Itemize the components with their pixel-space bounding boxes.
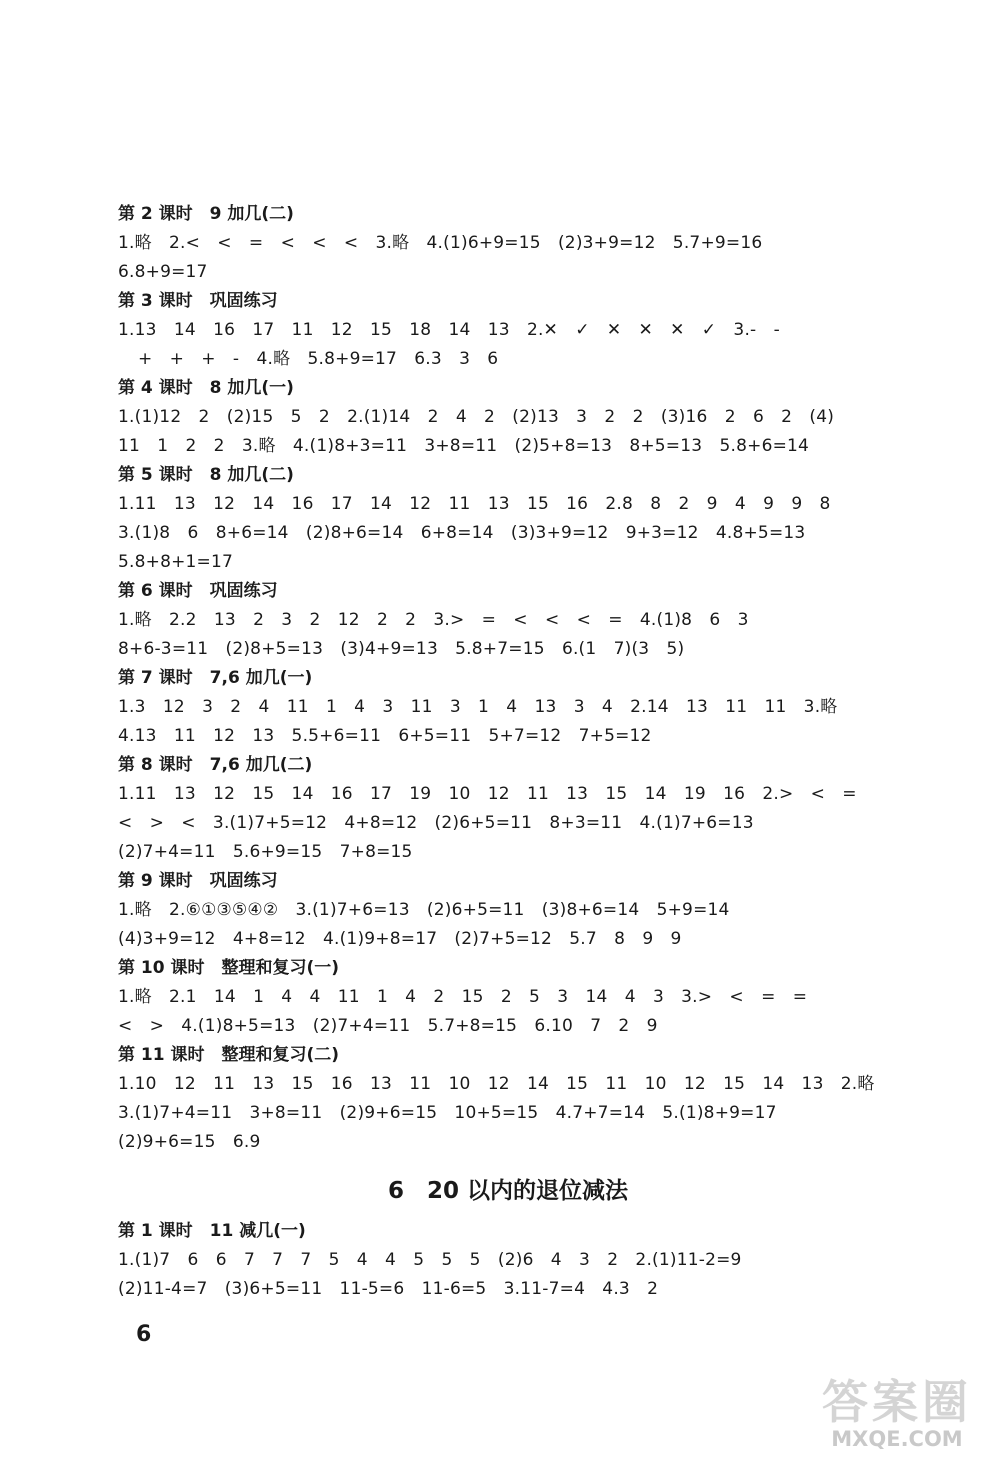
- answer-line: 6.8+9=17: [118, 262, 208, 282]
- lesson-title: 第 6 课时 巩固练习: [118, 581, 278, 601]
- watermark-logo: 答案圈: [822, 1375, 972, 1429]
- answer-line: 1.(1)12 2 (2)15 5 2 2.(1)14 2 4 2 (2)13 3 2 2 (3)16 2 6 2 (4): [118, 407, 835, 427]
- answer-line: 1.10 12 11 13 15 16 13 11 10 12 14 15 11 10 12 15 14 13 2.略: [118, 1074, 875, 1094]
- answer-line: < > < 3.(1)7+5=12 4+8=12 (2)6+5=11 8+3=11 4.(1)7+6=13: [118, 813, 754, 833]
- answer-line: 1.3 12 3 2 4 11 1 4 3 11 3 1 4 13 3 4 2.14 13 11 11 3.略: [118, 697, 838, 717]
- answer-line: (2)11-4=7 (3)6+5=11 11-5=6 11-6=5 3.11-7=4 4.3 2: [118, 1279, 659, 1299]
- answer-line: < > 4.(1)8+5=13 (2)7+4=11 5.7+8=15 6.10 7 2 9: [118, 1016, 658, 1036]
- lesson-title: 第 10 课时 整理和复习(一): [118, 958, 340, 978]
- answer-line: 1.(1)7 6 6 7 7 7 5 4 4 5 5 5 (2)6 4 3 2 2.(1)11-2=9: [118, 1250, 742, 1270]
- lesson-sections: [118, 200, 898, 1157]
- lesson-title: 第 5 课时 8 加几(二): [118, 465, 294, 485]
- answer-line: + + + - 4.略 5.8+9=17 6.3 3 6: [138, 349, 499, 369]
- answer-line: 1.略 2.< < = < < < 3.略 4.(1)6+9=15 (2)3+9=12 5.7+9=16: [118, 233, 763, 253]
- answer-line: 1.略 2.⑥①③⑤④② 3.(1)7+6=13 (2)6+5=11 (3)8+6=14 5+9=14: [118, 900, 730, 920]
- answer-line: 1.11 13 12 15 14 16 17 19 10 12 11 13 15 14 19 16 2.> < =: [118, 784, 857, 804]
- answer-line: 4.13 11 12 13 5.5+6=11 6+5=11 5+7=12 7+5=12: [118, 726, 652, 746]
- answer-line: 3.(1)8 6 8+6=14 (2)8+6=14 6+8=14 (3)3+9=12 9+3=12 4.8+5=13: [118, 523, 806, 543]
- answer-line: 5.8+8+1=17: [118, 552, 234, 572]
- answer-line: (4)3+9=12 4+8=12 4.(1)9+8=17 (2)7+5=12 5.7 8 9 9: [118, 929, 682, 949]
- lesson-title: 第 9 课时 巩固练习: [118, 871, 278, 891]
- lesson-title: 第 8 课时 7,6 加几(二): [118, 755, 313, 775]
- lesson-title: 第 3 课时 巩固练习: [118, 291, 278, 311]
- watermark: [822, 1377, 972, 1451]
- answer-line: 3.(1)7+4=11 3+8=11 (2)9+6=15 10+5=15 4.7+7=14 5.(1)8+9=17: [118, 1103, 777, 1123]
- lesson-title: 第 2 课时 9 加几(二): [118, 204, 294, 224]
- answer-line: 1.13 14 16 17 11 12 15 18 14 13 2.✕ ✓ ✕ ✕ ✕ ✓ 3.- -: [118, 320, 780, 340]
- answer-line: 11 1 2 2 3.略 4.(1)8+3=11 3+8=11 (2)5+8=13 8+5=13 5.8+6=14: [118, 436, 810, 456]
- answer-content: [118, 200, 898, 1304]
- watermark-url: MXQE.COM: [831, 1427, 963, 1451]
- answer-line: (2)9+6=15 6.9: [118, 1132, 261, 1152]
- lesson-title: 第 11 课时 整理和复习(二): [118, 1045, 340, 1065]
- lesson-title: 第 7 课时 7,6 加几(一): [118, 668, 313, 688]
- lesson-title: 第 1 课时 11 减几(一): [118, 1221, 306, 1241]
- answer-line: (2)7+4=11 5.6+9=15 7+8=15: [118, 842, 413, 862]
- answer-line: 8+6-3=11 (2)8+5=13 (3)4+9=13 5.8+7=15 6.(1 7)(3 5): [118, 639, 685, 659]
- answer-line: 1.略 2.2 13 2 3 2 12 2 2 3.> = < < < = 4.(1)8 6 3: [118, 610, 749, 630]
- chapter-title: 6 20 以内的退位减法: [387, 1178, 629, 1204]
- answer-line: 1.11 13 12 14 16 17 14 12 11 13 15 16 2.8 8 2 9 4 9 9 8: [118, 494, 831, 514]
- lesson-title: 第 4 课时 8 加几(一): [118, 378, 294, 398]
- page-number: 6: [136, 1322, 152, 1347]
- answer-line: 1.略 2.1 14 1 4 4 11 1 4 2 15 2 5 3 14 4 3 3.> < = =: [118, 987, 808, 1007]
